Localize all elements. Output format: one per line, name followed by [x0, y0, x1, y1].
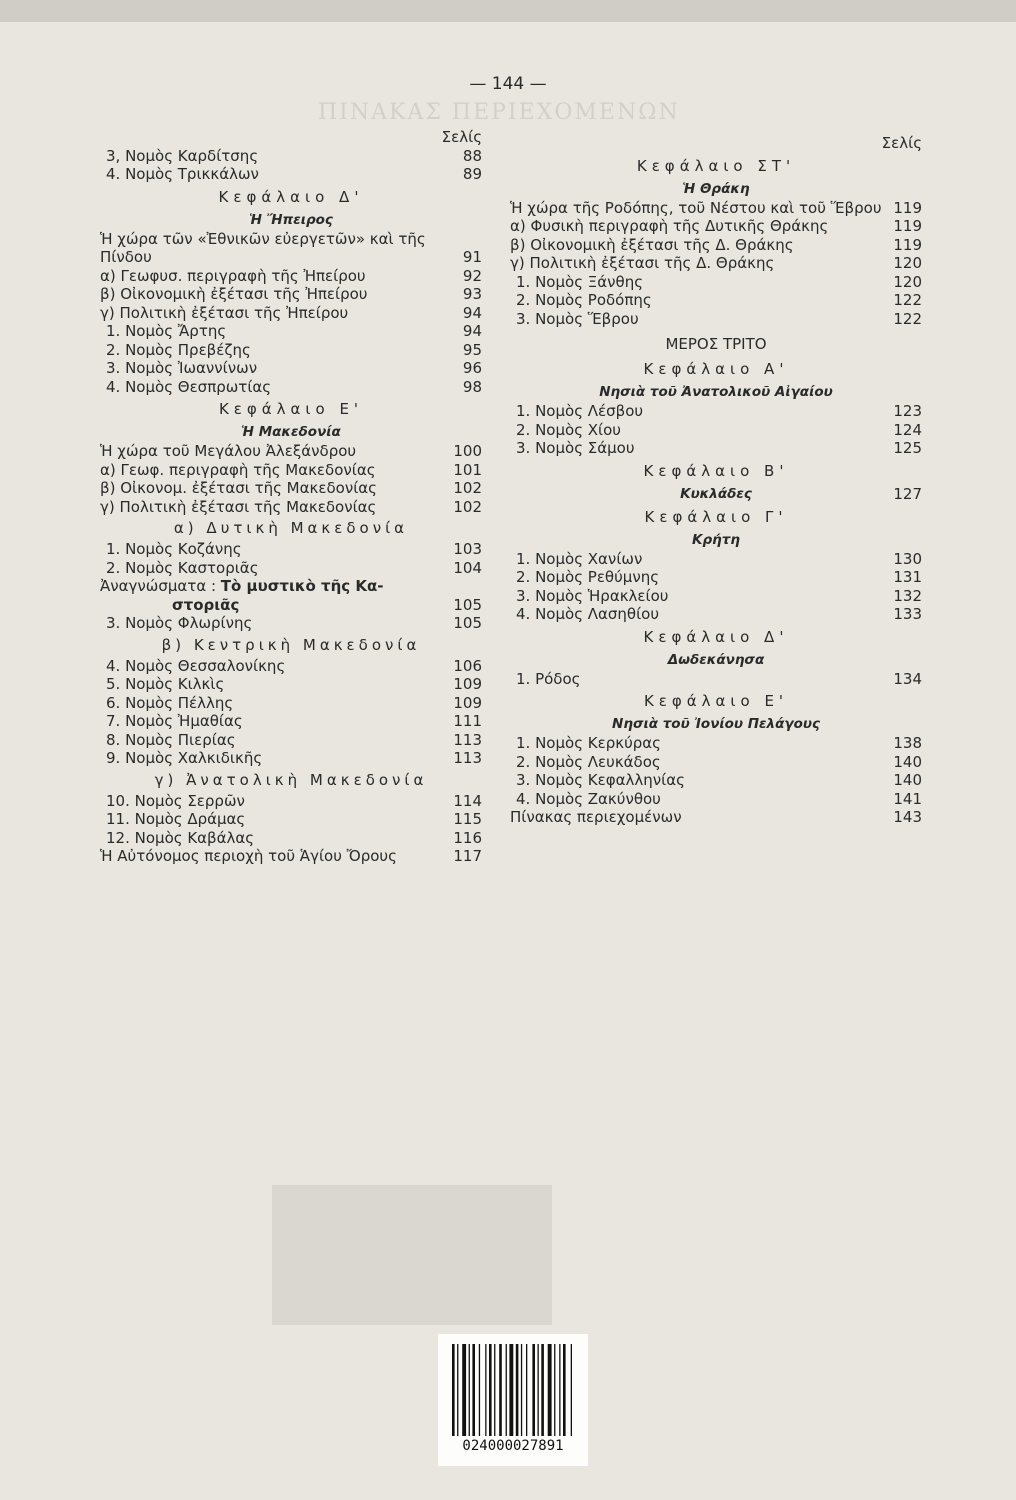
page-ref: 94: [462, 303, 482, 322]
barcode-bar: [499, 1344, 502, 1436]
page-ref: 98: [462, 377, 482, 396]
entry-title: 4. Νομὸς Θεσπρωτίας: [106, 377, 272, 396]
page-ref: 120: [893, 272, 922, 291]
page-ref: 105: [453, 614, 482, 632]
entry-title: 3, Νομὸς Καρδίτσης: [106, 146, 259, 165]
right-column: [510, 134, 922, 827]
chapter-heading: Κεφάλαιο Ε': [218, 400, 364, 418]
toc-entry: [100, 378, 482, 397]
barcode-bar: [521, 1344, 522, 1436]
entry-title: 9. Νομὸς Χαλκιδικῆς: [106, 749, 263, 767]
page-ref: 96: [462, 359, 482, 377]
chapter-subtitle: Νησιὰ τοῦ Ἰονίου Πελάγους: [612, 716, 820, 732]
toc-entry: [510, 790, 922, 809]
chapter-subtitle: Νησιὰ τοῦ Ἀνατολικοῦ Αἰγαίου: [599, 384, 833, 400]
entry-title: 11. Νομὸς Δράμας: [106, 810, 246, 828]
entry-title: 1. Νομὸς Κερκύρας: [516, 734, 661, 752]
toc-entry: [100, 285, 482, 304]
entry-title: γ) Πολιτικὴ ἐξέτασι τῆς Μακεδονίας: [100, 497, 377, 516]
page-ref: 103: [453, 540, 482, 558]
chapter-heading: Κεφάλαιο Γ': [644, 507, 788, 526]
toc-entry: [510, 199, 922, 218]
toc-entry: [510, 670, 922, 689]
barcode-bar: [462, 1344, 466, 1436]
toc-entry: [100, 559, 482, 578]
page-ref: 138: [893, 734, 922, 752]
entry-title: 4. Νομὸς Λασηθίου: [516, 605, 660, 623]
page-ref: 122: [893, 291, 922, 309]
toc-entry: [100, 847, 482, 866]
barcode-bar: [506, 1344, 507, 1436]
toc-entry: [510, 310, 922, 329]
page-ref: 95: [462, 340, 482, 359]
toc-entry: [510, 734, 922, 753]
chapter-subtitle: Κρήτη: [692, 531, 740, 548]
page-ref: 115: [453, 810, 482, 828]
toc-entry: [100, 694, 482, 713]
barcode-bar: [516, 1344, 519, 1436]
entry-title: α) Φυσικὴ περιγραφὴ τῆς Δυτικῆς Θράκης: [510, 217, 829, 235]
toc-entry: [100, 810, 482, 829]
reading-title-continued: στοριᾶς: [172, 595, 240, 614]
selis-label: Σελίς: [441, 128, 482, 146]
page-ref: 119: [893, 217, 922, 235]
entry-title: 4. Νομὸς Ζακύνθου: [516, 789, 661, 808]
toc-entry: [510, 402, 922, 421]
page-ref: 101: [453, 460, 482, 479]
entry-title: 8. Νομὸς Πιερίας: [106, 730, 236, 749]
entry-title: 3. Νομὸς Ἰωαννίνων: [106, 359, 258, 377]
chapter-heading: Κεφάλαιο Ε': [643, 692, 789, 710]
page-ref: 114: [453, 791, 482, 810]
page-ref: 113: [453, 730, 482, 749]
page-ref: 111: [453, 712, 482, 730]
entry-title: 3. Νομὸς Σάμου: [516, 439, 635, 457]
barcode-bar: [485, 1344, 486, 1436]
entry-title: 1. Νομὸς Λέσβου: [516, 402, 644, 420]
toc-entry: [100, 731, 482, 750]
toc-entry: [100, 461, 482, 480]
selis-header: [100, 128, 482, 147]
barcode-bar: [563, 1344, 566, 1436]
entry-title: 1. Ρόδος: [516, 669, 581, 688]
barcode-bar: [489, 1344, 492, 1436]
barcode-image: [448, 1342, 578, 1438]
chapter-heading: Κεφάλαιο Δ': [643, 627, 789, 646]
entry-title: 2. Νομὸς Πρεβέζης: [106, 340, 251, 359]
entry-title: 6. Νομὸς Πέλλης: [106, 693, 234, 712]
entry-title: Ἡ Αὐτόνομος περιοχὴ τοῦ Ἁγίου Ὄρους: [100, 847, 397, 865]
page-ref: 130: [893, 549, 922, 568]
entry-title: 2. Νομὸς Ροδόπης: [516, 291, 652, 309]
reading-entry: [100, 577, 482, 614]
entry-title: Ἡ χώρα τοῦ Μεγάλου Ἀλεξάνδρου: [100, 442, 357, 460]
bleed-through-heading: ΠΙΝΑΚΑΣ ΠΕΡΙΕΧΟΜΕΝΩΝ: [318, 100, 680, 125]
barcode-bar: [559, 1344, 560, 1436]
barcode-bar: [469, 1344, 470, 1436]
toc-entry: [100, 749, 482, 768]
entry-title: 7. Νομὸς Ἠμαθίας: [106, 712, 243, 730]
chapter-subtitle: Ἡ Ἤπειρος: [249, 211, 333, 228]
page-ref: 119: [893, 198, 922, 217]
toc-entry: [510, 771, 922, 790]
page-ref: 88: [462, 146, 482, 165]
page-ref: 113: [453, 749, 482, 767]
entry-title: 3. Νομὸς Ἕβρου: [516, 309, 639, 328]
entry-title: Ἡ χώρα τῆς Ροδόπης, τοῦ Νέστου καὶ τοῦ Ἕβρου: [510, 198, 882, 217]
barcode-bar: [538, 1344, 539, 1436]
page-ref: 122: [893, 309, 922, 328]
toc-entry: [100, 165, 482, 184]
page-ref: 93: [462, 285, 482, 303]
toc-entry: [100, 267, 482, 286]
toc-entry: [100, 322, 482, 341]
chapter-heading: Κεφάλαιο Α': [643, 360, 789, 378]
toc-entry: [510, 587, 922, 606]
entry-title: 2. Νομὸς Λευκάδος: [516, 752, 661, 771]
region-heading: β) Κεντρικὴ Μακεδονία: [161, 635, 421, 654]
chapter-heading: Κεφάλαιο Β': [643, 461, 789, 480]
chapter-subtitle: Ἡ Θράκη: [682, 180, 750, 197]
entry-title: 1. Νομὸς Χανίων: [516, 549, 643, 568]
entry-title: γ) Πολιτικὴ ἐξέτασι τῆς Δ. Θράκης: [510, 254, 775, 272]
barcode-bar: [479, 1344, 480, 1436]
page-ref: 134: [893, 669, 922, 688]
entry-title: 2. Νομὸς Χίου: [516, 420, 621, 439]
chapter-subtitle: Ἡ Μακεδονία: [241, 424, 341, 440]
toc-entry: [510, 254, 922, 273]
toc-entry: [510, 550, 922, 569]
entry-title: 4. Νομὸς Θεσσαλονίκης: [106, 656, 286, 675]
entry-title: 1. Νομὸς Κοζάνης: [106, 540, 242, 558]
entry-title: 2. Νομὸς Ρεθύμνης: [516, 568, 660, 586]
region-heading: γ) Ἀνατολικὴ Μακεδονία: [154, 770, 428, 789]
page-ref: 109: [453, 675, 482, 693]
barcode-bar: [554, 1344, 555, 1436]
left-column: [100, 128, 482, 866]
entry-title: [100, 577, 482, 614]
chapter-heading: Κεφάλαιο ΣΤ': [636, 156, 796, 175]
region-heading: α) Δυτικὴ Μακεδονία: [173, 519, 409, 537]
barcode-bar: [494, 1344, 495, 1436]
page-ref: 131: [893, 568, 922, 586]
page-number: — 144 —: [469, 74, 547, 94]
entry-title: 1. Νομὸς Ἄρτης: [106, 322, 227, 340]
page-edge: [0, 0, 1016, 22]
reading-title: Τὸ μυστικὸ τῆς Κα-: [220, 577, 384, 595]
barcode-bar: [472, 1344, 475, 1436]
page-ref: 91: [462, 248, 482, 266]
barcode-bar: [457, 1344, 458, 1436]
toc-entry: [100, 614, 482, 633]
toc-entry: [510, 753, 922, 772]
toc-entry: [510, 568, 922, 587]
toc-entry: [510, 808, 922, 827]
part-heading: ΜΕΡΟΣ ΤΡΙΤΟ: [665, 335, 767, 353]
page-ref: 104: [453, 558, 482, 577]
barcode-bar: [509, 1344, 513, 1436]
entry-title: β) Οἰκονομικὴ ἐξέτασι τῆς Δ. Θράκης: [510, 235, 794, 254]
barcode-bar: [571, 1344, 572, 1436]
page-ref: 125: [893, 439, 922, 457]
entry-title: 3. Νομὸς Κεφαλληνίας: [516, 771, 685, 789]
barcode-label: [438, 1334, 588, 1466]
chapter-subtitle: Δωδεκάνησα: [667, 651, 765, 668]
barcode-bar: [532, 1344, 535, 1436]
chapter-heading: Κεφάλαιο Δ': [218, 187, 364, 206]
page-ref: 106: [453, 656, 482, 675]
page-ref: 94: [462, 322, 482, 340]
chapter-subtitle-entry: [510, 484, 922, 504]
toc-entry: [100, 479, 482, 498]
toc-entry: [100, 230, 482, 267]
toc-entry: [510, 291, 922, 310]
entry-title: Πίνακας περιεχομένων: [510, 808, 682, 826]
page-ref: 109: [453, 693, 482, 712]
chapter-subtitle: Κυκλάδες: [680, 485, 752, 502]
entry-title: α) Γεωφυσ. περιγραφὴ τῆς Ἠπείρου: [100, 266, 366, 285]
page-ref: 119: [893, 235, 922, 254]
toc-entry: [510, 439, 922, 458]
page-ref: 123: [893, 402, 922, 420]
page-ref: 127: [893, 484, 922, 503]
page-ref: 143: [893, 808, 922, 826]
toc-entry: [100, 147, 482, 166]
toc-entry: [100, 498, 482, 517]
toc-entry: [100, 657, 482, 676]
page-ref: 140: [893, 771, 922, 789]
toc-entry: [510, 217, 922, 236]
barcode-bar: [452, 1344, 455, 1436]
barcode-bar: [526, 1344, 527, 1436]
paper-shadow: [272, 1185, 552, 1325]
entry-title: 1. Νομὸς Ξάνθης: [516, 272, 644, 291]
toc-entry: [100, 712, 482, 731]
page-ref: 117: [453, 847, 482, 865]
toc-entry: [100, 359, 482, 378]
selis-label: Σελίς: [881, 134, 922, 152]
toc-entry: [510, 236, 922, 255]
entry-title: 3. Νομὸς Φλωρίνης: [106, 614, 253, 632]
entry-title: 2. Νομὸς Καστοριᾶς: [106, 558, 259, 577]
toc-entry: [100, 792, 482, 811]
barcode-number: 024000027891: [462, 1438, 564, 1454]
entry-title: Ἡ χώρα τῶν «Ἐθνικῶν εὐεργετῶν» καὶ τῆς Πίνδου: [100, 229, 426, 266]
page-ref: 132: [893, 586, 922, 605]
toc-entry: [100, 442, 482, 461]
entry-title: 4. Νομὸς Τρικκάλων: [106, 165, 259, 183]
selis-header: [510, 134, 922, 153]
barcode-bar: [541, 1344, 544, 1436]
page-ref: 102: [453, 479, 482, 497]
toc-entry: [100, 304, 482, 323]
toc-entry: [100, 540, 482, 559]
entry-title: 12. Νομὸς Καβάλας: [106, 828, 255, 847]
page-ref: 116: [453, 828, 482, 847]
page-ref: 124: [893, 420, 922, 439]
page-ref: 141: [893, 789, 922, 808]
entry-title: γ) Πολιτικὴ ἐξέτασι τῆς Ἠπείρου: [100, 303, 349, 322]
toc-entry: [510, 421, 922, 440]
page-ref: 133: [893, 605, 922, 623]
entry-title: 10. Νομὸς Σερρῶν: [106, 791, 245, 810]
reading-label: Ἀναγνώσματα :: [100, 577, 221, 595]
toc-entry: [100, 829, 482, 848]
page-ref: 89: [462, 165, 482, 183]
page-ref: 92: [462, 266, 482, 285]
page-ref: 105: [453, 595, 482, 614]
toc-entry: [100, 341, 482, 360]
entry-title: β) Οἰκονομικὴ ἐξέτασι τῆς Ἠπείρου: [100, 285, 368, 303]
entry-title: α) Γεωφ. περιγραφὴ τῆς Μακεδονίας: [100, 460, 376, 479]
entry-title: 5. Νομὸς Κιλκὶς: [106, 675, 225, 693]
toc-entry: [510, 273, 922, 292]
toc-entry: [100, 675, 482, 694]
page-ref: 102: [453, 497, 482, 516]
page-ref: 140: [893, 752, 922, 771]
toc-entry: [510, 605, 922, 624]
entry-title: β) Οἰκονομ. ἐξέτασι τῆς Μακεδονίας: [100, 479, 377, 497]
barcode-bar: [548, 1344, 552, 1436]
page-ref: 120: [893, 254, 922, 272]
page-ref: 100: [453, 442, 482, 460]
entry-title: 3. Νομὸς Ἡρακλείου: [516, 586, 669, 605]
